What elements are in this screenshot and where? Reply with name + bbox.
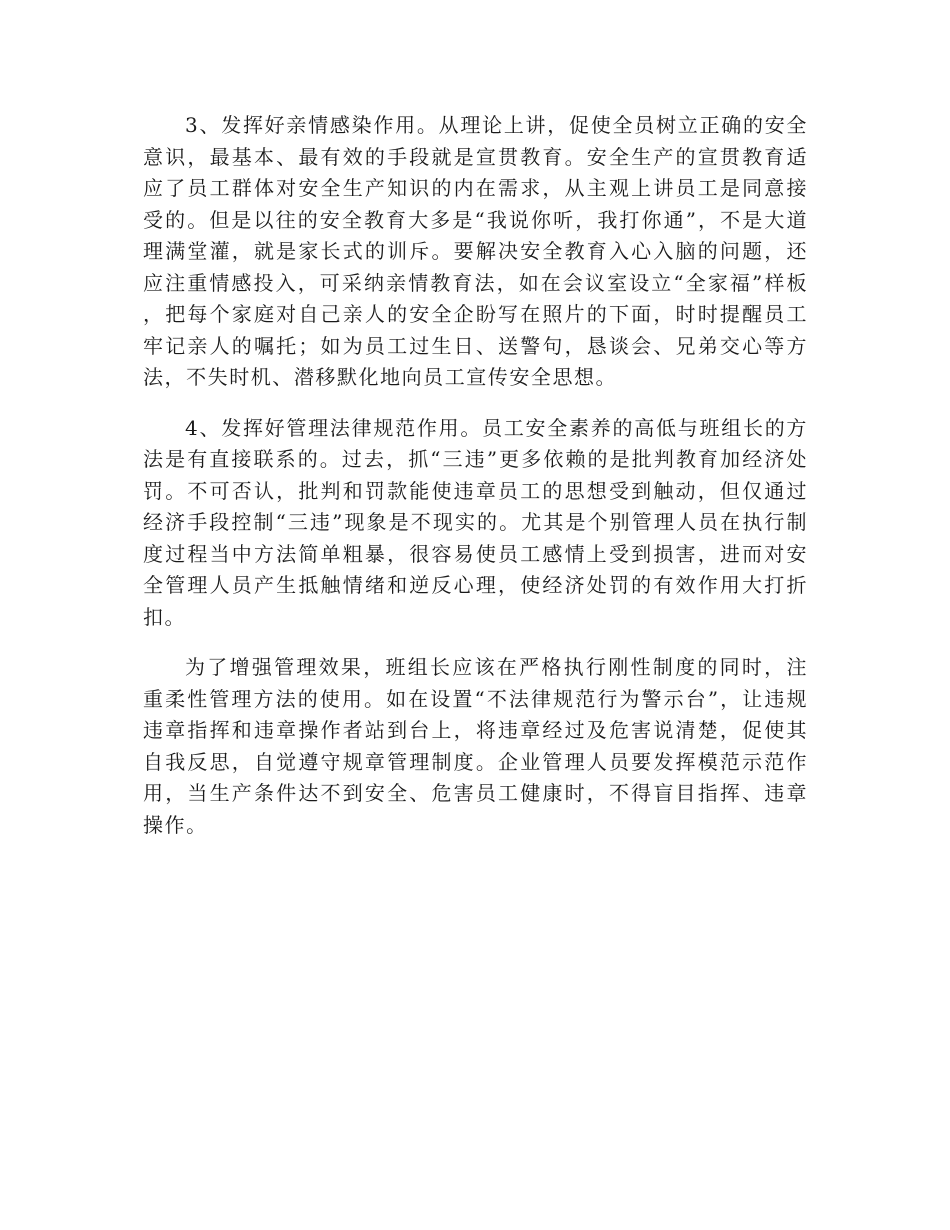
paragraph-gap bbox=[143, 633, 808, 652]
document-body bbox=[143, 110, 808, 841]
paragraph-management-regulation: 4、发挥好管理法律规范作用。员工安全素养的高低与班组长的方法是有直接联系的。过去，抓“三违”更多依赖的是批判教育加经济处罚。不可否认，批判和罚款能使违章员工的思想受到触动，但仅通过经济手段控制“三违”现象是不现实的。尤其是个别管理人员在执行制度过程当中方法简单粗暴，很容易使员工感情上受到损害，进而对安全管理人员产生抵触情绪和逆反心理，使经济处罚的有效作用大打折扣。 bbox=[143, 415, 808, 629]
paragraph-gap bbox=[143, 394, 808, 413]
paragraph-family-affection: 3、发挥好亲情感染作用。从理论上讲，促使全员树立正确的安全意识，最基本、最有效的手段就是宣贯教育。安全生产的宣贯教育适应了员工群体对安全生产知识的内在需求，从主观上讲员工是同意接受的。但是以往的安全教育大多是“我说你听，我打你通”，不是大道理满堂灌，就是家长式的训斥。要解决安全教育入心入脑的问题，还应注重情感投入，可采纳亲情教育法，如在会议室设立“全家福”样板，把每个家庭对自己亲人的安全企盼写在照片的下面，时时提醒员工牢记亲人的嘱托；如为员工过生日、送警句，恳谈会、兄弟交心等方法，不失时机、潜移默化地向员工宣传安全思想。 bbox=[143, 113, 808, 389]
paragraph-flexible-management: 为了增强管理效果，班组长应该在严格执行刚性制度的同时，注重柔性管理方法的使用。如在设置“不法律规范行为警示台”，让违规违章指挥和违章操作者站到台上，将违章经过及危害说清楚，促使其自我反思，自觉遵守规章管理制度。企业管理人员要发挥模范示范作用，当生产条件达不到安全、危害员工健康时，不得盲目指挥、违章操作。 bbox=[143, 655, 808, 837]
